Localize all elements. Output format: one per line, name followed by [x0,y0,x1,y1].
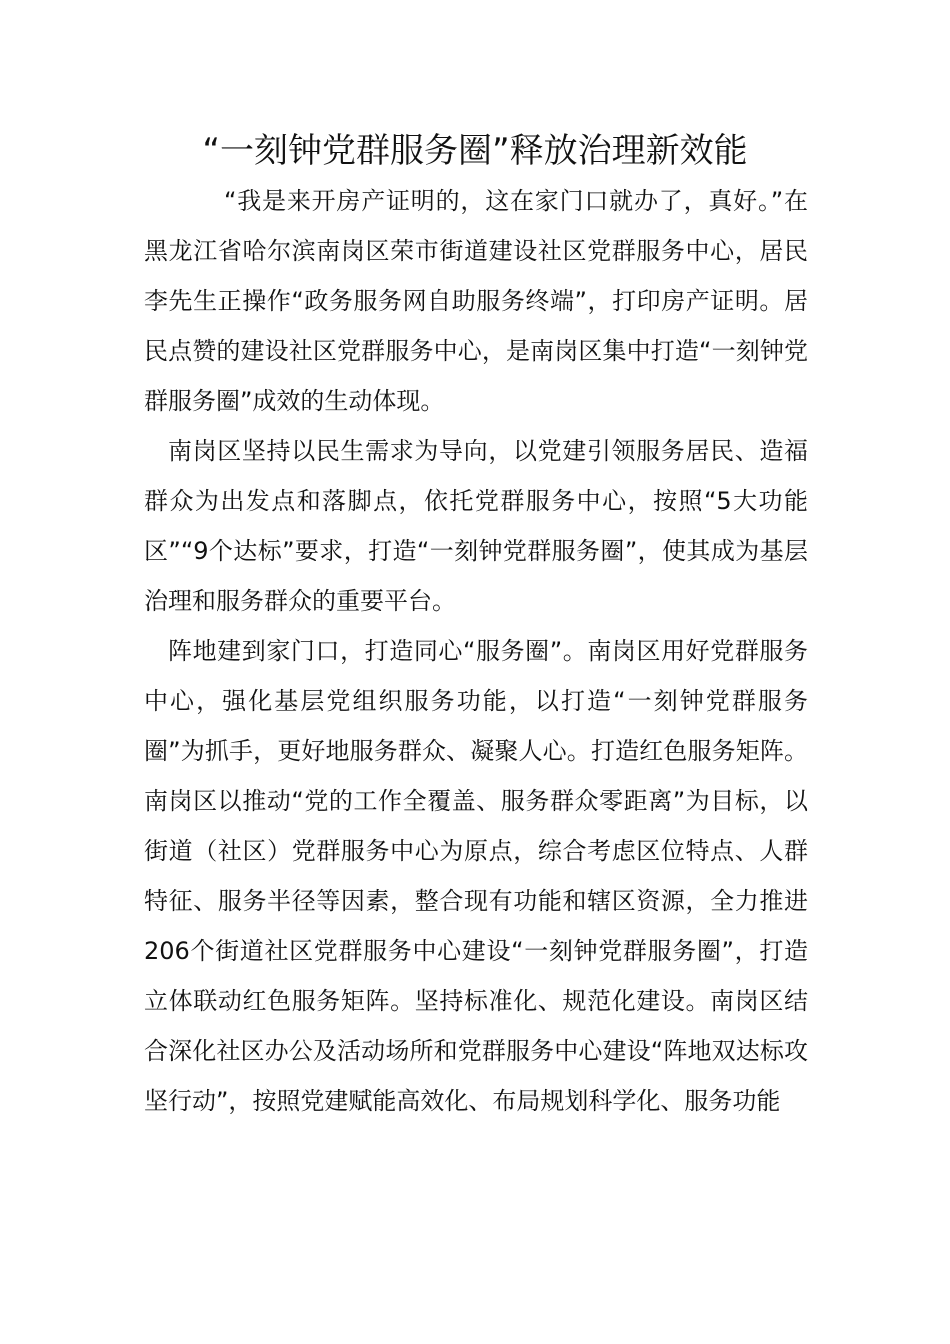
document-title: “一刻钟党群服务圈”释放治理新效能 [202,131,748,171]
paragraph-3: 阵地建到家门口，打造同心“服务圈”。南岗区用好党群服务中心，强化基层党组织服务功能，以打造“一刻钟党群服务圈”为抓手，更好地服务群众、凝聚人心。打造红色服务矩阵。南岗区以推动“党的工作全覆盖、服务群众零距离”为目标，以街道（社区）党群服务中心为原点，综合考虑区位特点、人群特征、服务半径等因素，整合现有功能和辖区资源，全力推进206个街道社区党群服务中心建设“一刻钟党群服务圈”，打造立体联动红色服务矩阵。坚持标准化、规范化建设。南岗区结合深化社区办公及活动场所和党群服务中心建设“阵地双达标攻坚行动”，按照党建赋能高效化、布局规划科学化、服务功能 [144,637,808,1115]
document-body [144,176,808,1126]
paragraph-2: 南岗区坚持以民生需求为导向，以党建引领服务居民、造福群众为出发点和落脚点，依托党群服务中心，按照“5大功能区”“9个达标”要求，打造“一刻钟党群服务圈”，使其成为基层治理和服务群众的重要平台。 [144,437,808,615]
paragraph-1: “我是来开房产证明的，这在家门口就办了，真好。”在黑龙江省哈尔滨南岗区荣市街道建设社区党群服务中心，居民李先生正操作“政务服务网自助服务终端”，打印房产证明。居民点赞的建设社区党群服务中心，是南岗区集中打造“一刻钟党群服务圈”成效的生动体现。 [144,187,808,415]
